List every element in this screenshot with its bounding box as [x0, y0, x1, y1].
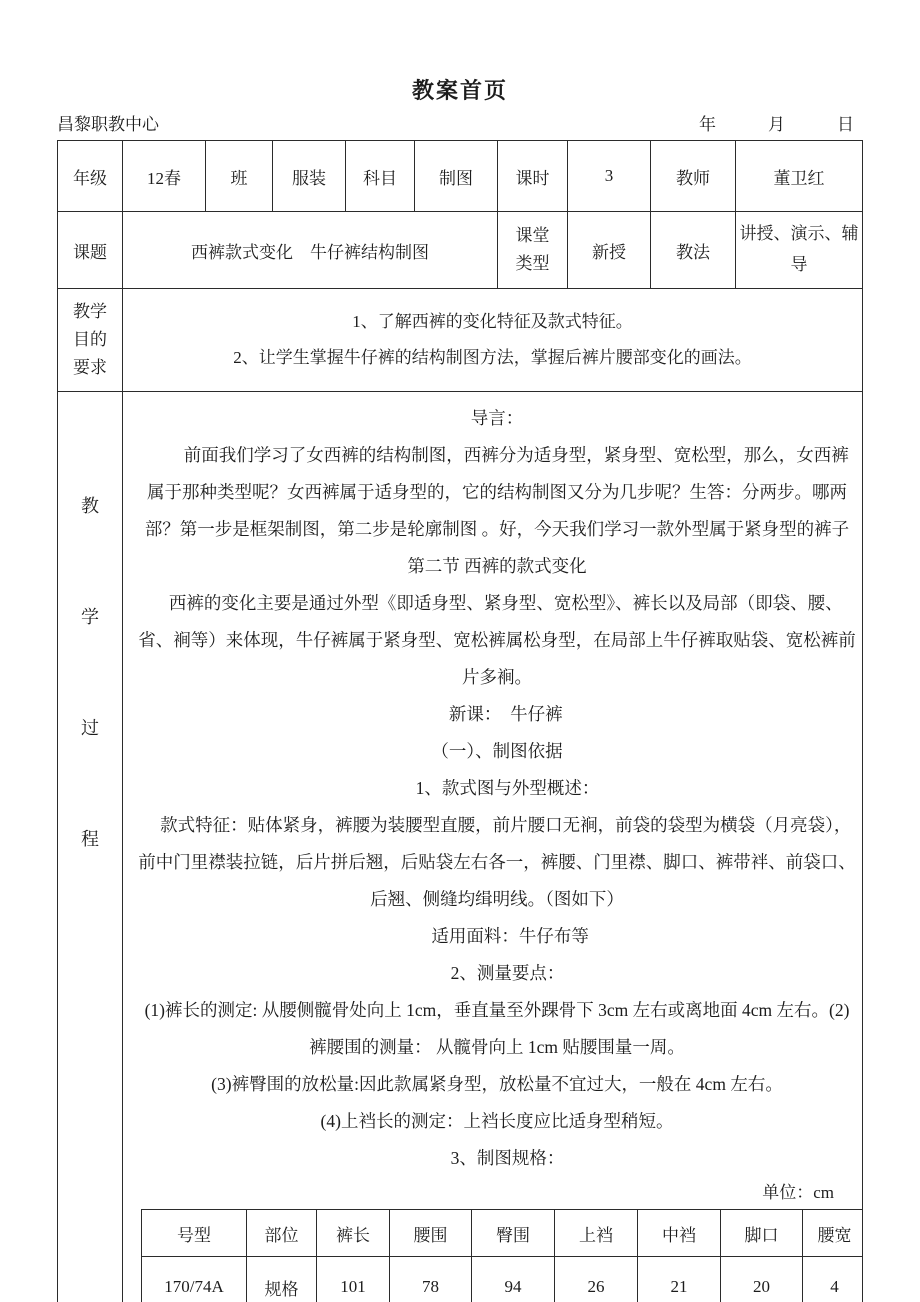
date-line: [699, 110, 862, 135]
process-label: [58, 392, 123, 1302]
spec-value: 20: [721, 1257, 803, 1302]
grade-value: 12春: [123, 141, 206, 212]
period-value: 3: [568, 141, 651, 212]
spec-header: 上裆: [555, 1210, 638, 1257]
spec-value: 4: [803, 1257, 863, 1302]
class-type-label-text: 课堂类型: [515, 225, 550, 273]
spec-header-row: [142, 1210, 863, 1257]
process-label-char: 学: [81, 607, 99, 627]
topic-value: 西裤款式变化 牛仔裤结构制图: [123, 212, 498, 289]
topic-row: [58, 212, 863, 289]
spec-header: 腰围: [390, 1210, 472, 1257]
header-line: [57, 110, 862, 135]
spec-header: 脚口: [721, 1210, 803, 1257]
info-row: [58, 141, 863, 212]
spec-value: 101: [317, 1257, 390, 1302]
process-text-block: [123, 392, 862, 1302]
method-label: 教法: [651, 212, 736, 289]
month-label: 月: [768, 115, 785, 134]
paragraph: 款式特征：贴体紧身，裤腰为装腰型直腰，前片腰口无裥，前袋的袋型为横袋（月亮袋），前中门里襟装拉链，后片拼后翘，后贴袋左右各一，裤腰、门里襟、脚口、裤带袢、前袋口、后翘、侧缝均缉明线。（图如下）: [138, 815, 856, 909]
process-label-char: 程: [81, 829, 99, 849]
paragraph: 导言：: [470, 408, 524, 428]
topic-label: 课题: [58, 212, 123, 289]
spec-table: [141, 1209, 863, 1302]
paragraph: (3)裤臀围的放松量:因此款属紧身型，放松量不宜过大，一般在 4cm 左右。: [211, 1074, 783, 1094]
section-heading: 第二节 西裤的款式变化: [407, 556, 587, 576]
process-label-vertical: [58, 392, 122, 851]
objectives-content: [123, 289, 863, 392]
method-value: 讲授、演示、辅导: [736, 212, 863, 289]
spec-value: 94: [472, 1257, 555, 1302]
period-label: 课时: [498, 141, 568, 212]
teacher-label: 教师: [651, 141, 736, 212]
spec-header: 部位: [247, 1210, 317, 1257]
class-type-value: 新授: [568, 212, 651, 289]
paragraph: 新课： 牛仔裤: [448, 704, 563, 724]
objective-item: 2、让学生掌握牛仔裤的结构制图方法，掌握后裤片腰部变化的画法。: [233, 348, 752, 367]
paragraph: 3、制图规格：: [450, 1148, 565, 1168]
lesson-plan-table: [57, 140, 863, 1302]
objectives-label: [58, 289, 123, 392]
paragraph: 2、测量要点：: [450, 963, 565, 983]
objectives-label-text: 教学目的要求: [73, 301, 107, 378]
spec-value: 78: [390, 1257, 472, 1302]
paragraph: 西裤的变化主要是通过外型《即适身型、紧身型、宽松型》、裤长以及局部（即袋、腰、省、裥等）来体现，牛仔裤属于紧身型、宽松裤属松身型，在局部上牛仔裤取贴袋、宽松裤前片多裥。: [138, 593, 856, 687]
paragraph: (1)裤长的测定: 从腰侧髋骨处向上 1cm，垂直量至外踝骨下 3cm 左右或离地面 4cm 左右。(2)裤腰围的测量： 从髋骨向上 1cm 贴腰围量一周。: [144, 1000, 850, 1057]
paragraph: （一）、制图依据: [431, 741, 563, 761]
spec-value: 规格: [247, 1257, 317, 1302]
school-name: 昌黎职教中心: [57, 115, 159, 134]
paragraph: 前面我们学习了女西裤的结构制图，西裤分为适身型，紧身型、宽松型，那么，女西裤属于那种类型呢？女西裤属于适身型的，它的结构制图又分为几步呢？生答：分两步。哪两部？第一步是框架制图，第二步是轮廓制图 。好，今天我们学习一款外型属于紧身型的裤子: [144, 445, 850, 539]
objectives-row: [58, 289, 863, 392]
process-row: [58, 392, 863, 1302]
unit-note: 单位：cm: [762, 1183, 834, 1202]
process-content: [123, 392, 863, 1302]
year-label: 年: [699, 115, 716, 134]
spec-header: 中裆: [638, 1210, 721, 1257]
process-label-char: 教: [81, 496, 99, 516]
class-value: 服装: [273, 141, 346, 212]
process-label-char: 过: [81, 718, 99, 738]
spec-header: 裤长: [317, 1210, 390, 1257]
spec-value: 170/74A: [142, 1257, 247, 1302]
objective-item: 1、了解西裤的变化特征及款式特征。: [352, 312, 633, 331]
paragraph: 适用面料：牛仔布等: [431, 926, 589, 946]
paragraph: (4)上裆长的测定：上裆长度应比适身型稍短。: [320, 1111, 674, 1131]
subject-value: 制图: [415, 141, 498, 212]
day-label: 日: [837, 115, 854, 134]
paragraph: 1、款式图与外型概述：: [415, 778, 600, 798]
spec-value-row: [142, 1257, 863, 1302]
grade-label: 年级: [58, 141, 123, 212]
subject-label: 科目: [346, 141, 415, 212]
spec-value: 26: [555, 1257, 638, 1302]
class-type-label: [498, 212, 568, 289]
spec-header: 腰宽: [803, 1210, 863, 1257]
spec-value: 21: [638, 1257, 721, 1302]
class-label: 班: [206, 141, 273, 212]
spec-header: 臀围: [472, 1210, 555, 1257]
spec-header: 号型: [142, 1210, 247, 1257]
teacher-value: 董卫红: [736, 141, 863, 212]
page-title: 教案首页: [411, 78, 508, 103]
